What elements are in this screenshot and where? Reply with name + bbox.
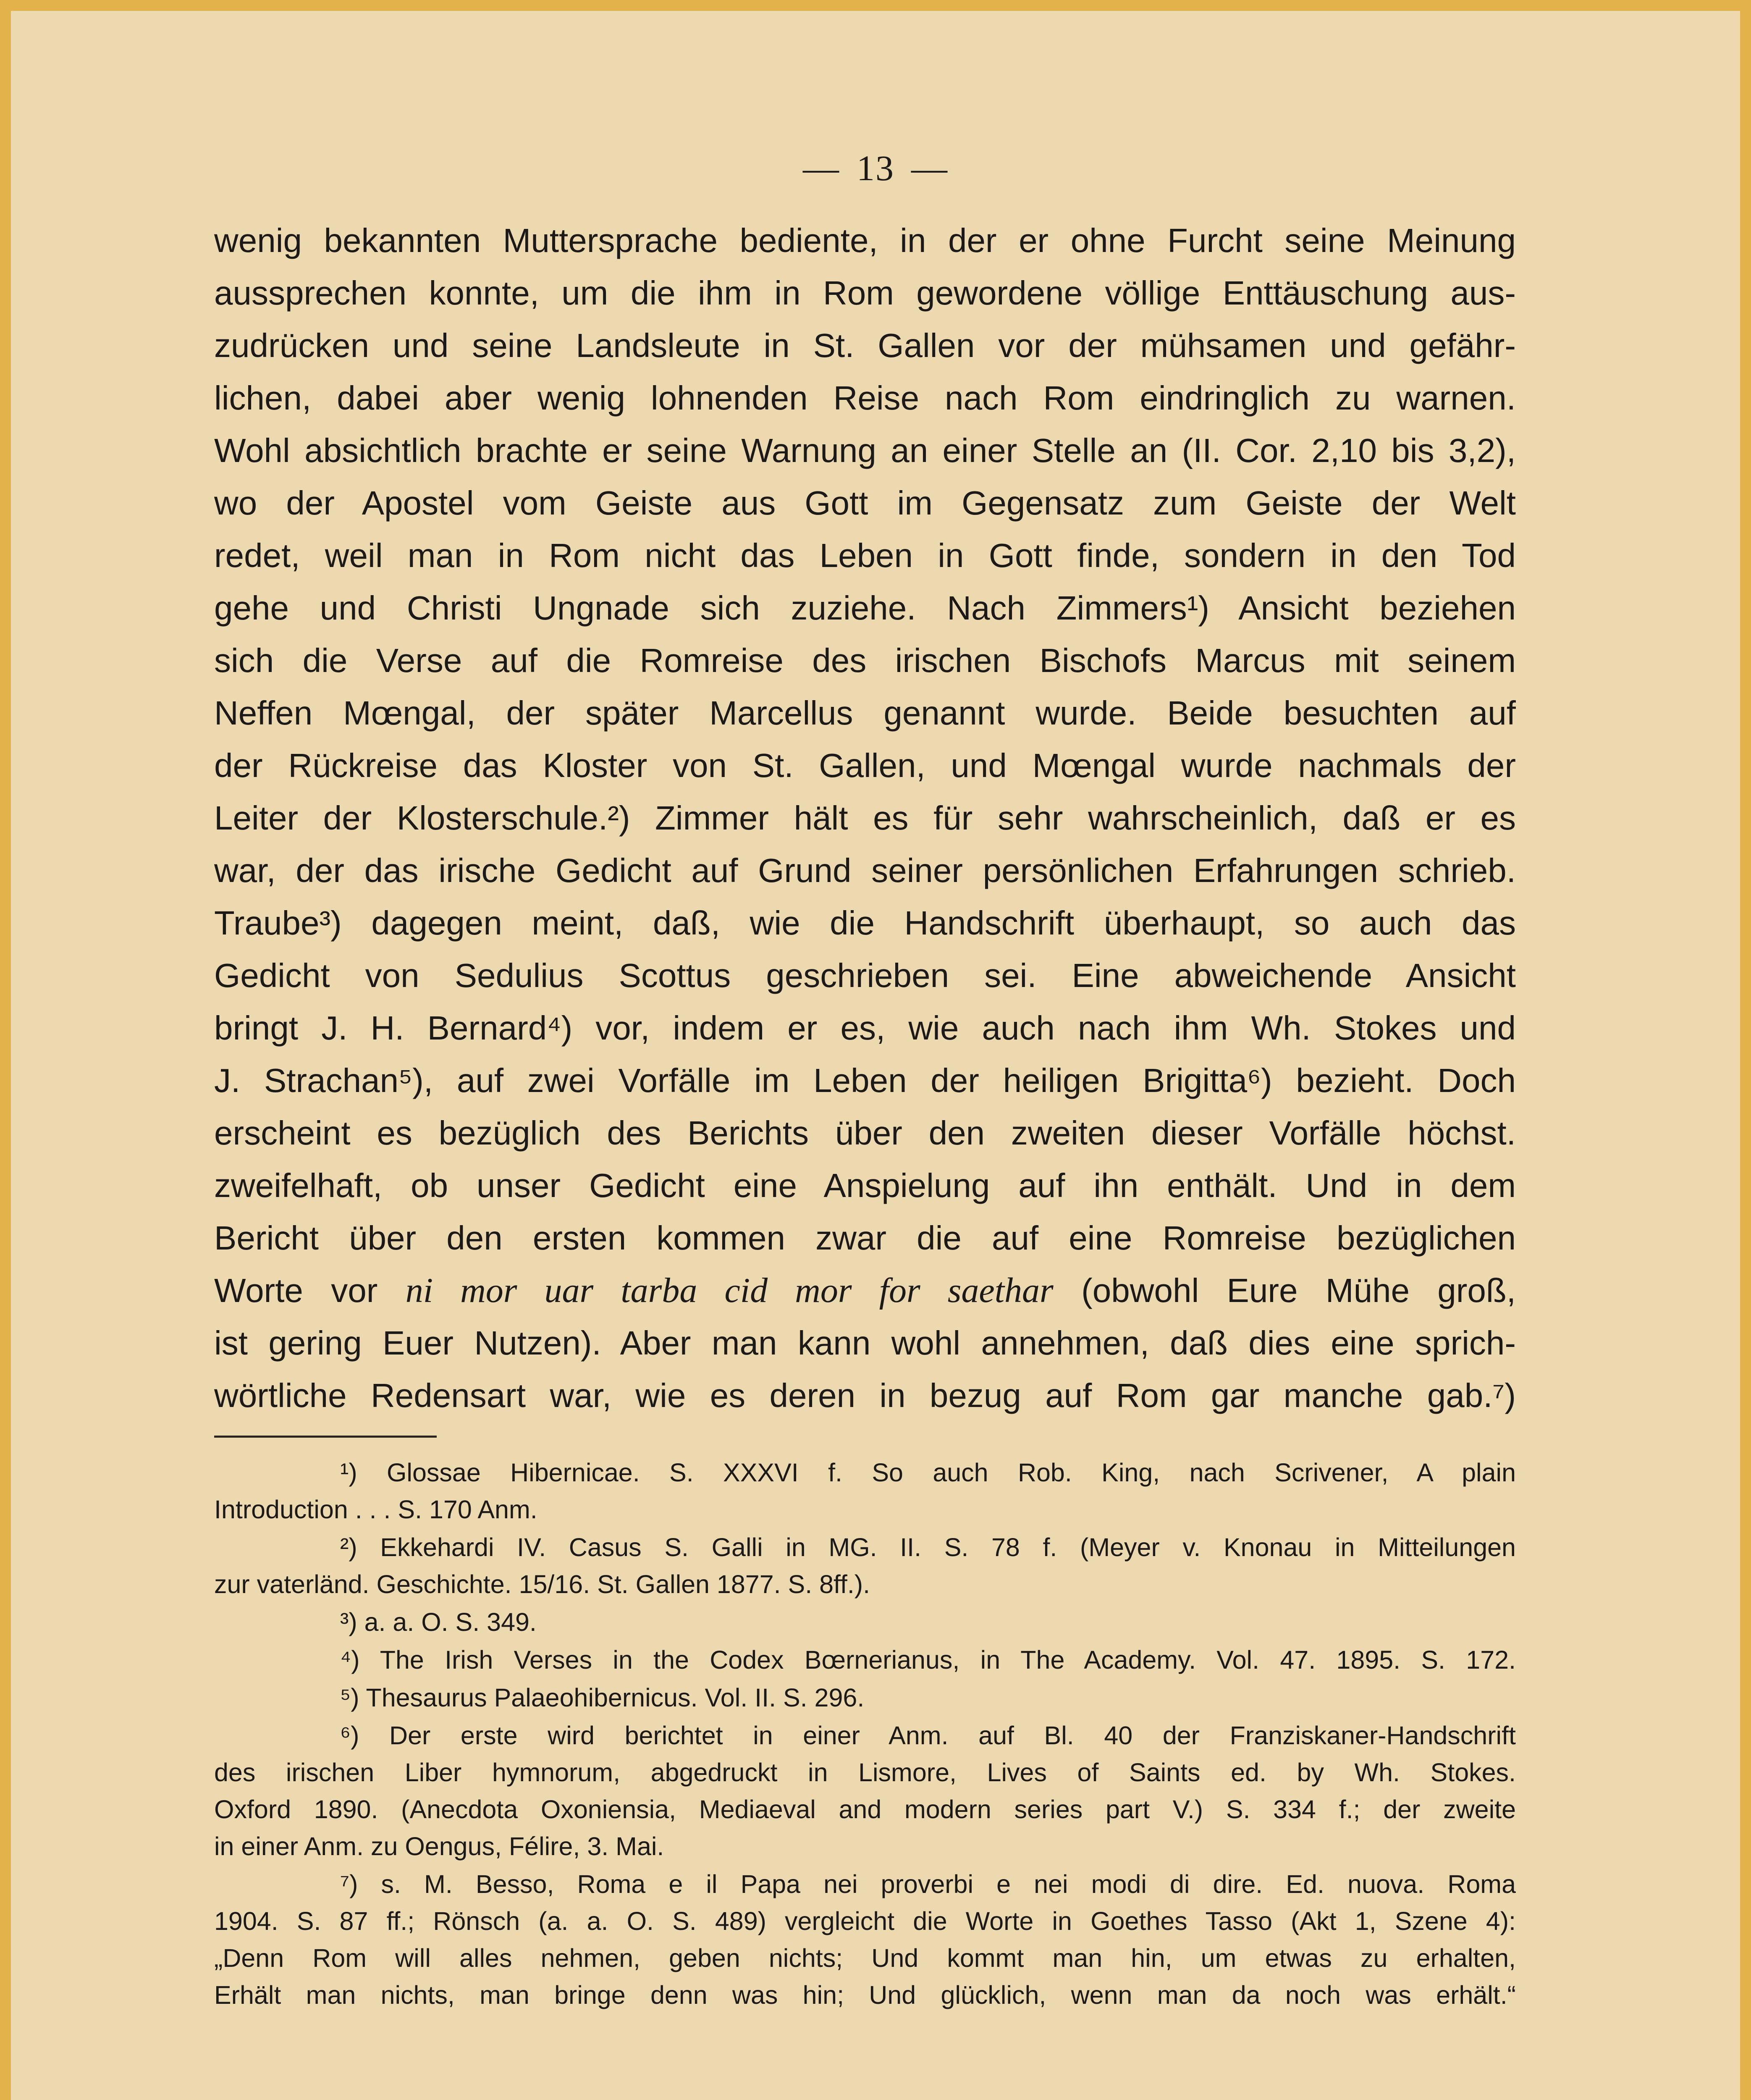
page-number xyxy=(0,147,1751,189)
text-line: gehe und Christi Ungnade sich zuziehe. Nach Zimmers¹) Ansicht beziehen xyxy=(214,589,1516,627)
text-line: ist gering Euer Nutzen). Aber man kann wohl annehmen, daß dies eine sprich- xyxy=(214,1324,1516,1362)
text-line: Leiter der Klosterschule.²) Zimmer hält es für sehr wahrscheinlich, daß er es xyxy=(214,799,1516,837)
text-line: Gedicht von Sedulius Scottus geschrieben sei. Eine abweichende Ansicht xyxy=(214,957,1516,994)
text-line: wörtliche Redensart war, wie es deren in bezug auf Rom gar manche gab.⁷) xyxy=(214,1377,1516,1414)
page-number-dash-left: — xyxy=(803,148,840,188)
text-line: erscheint es bezüglich des Berichts über den zweiten dieser Vorfälle höchst. xyxy=(214,1114,1516,1152)
page-number-value: 13 xyxy=(857,148,894,188)
text-line: lichen, dabei aber wenig lohnenden Reise nach Rom eindringlich zu warnen. xyxy=(214,379,1516,417)
footnote-6-line: des irischen Liber hymnorum, abgedruckt in Lismore, Lives of Saints ed. by Wh. Stokes. xyxy=(214,1758,1516,1787)
footnote-7-line: 1904. S. 87 ff.; Rönsch (a. a. O. S. 489) vergleicht die Worte in Goethes Tasso (Akt 1, Szene 4): xyxy=(214,1907,1516,1935)
text-line: Bericht über den ersten kommen zwar die auf eine Romreise bezüglichen xyxy=(214,1219,1516,1257)
text-line: der Rückreise das Kloster von St. Gallen, und Mœngal wurde nachmals der xyxy=(214,747,1516,784)
text-line: war, der das irische Gedicht auf Grund seiner persönlichen Erfahrungen schrieb. xyxy=(214,852,1516,889)
footnotes xyxy=(214,1454,1516,2013)
footnote-6-line: ⁶) Der erste wird berichtet in einer Anm. auf Bl. 40 der Franziskaner-Handschrift xyxy=(340,1721,1516,1750)
text-line: Wohl absichtlich brachte er seine Warnung an einer Stelle an (II. Cor. 2,10 bis 3,2), xyxy=(214,432,1516,469)
footnote-7-line: ⁷) s. M. Besso, Roma e il Papa nei proverbi e nei modi di dire. Ed. nuova. Roma xyxy=(340,1870,1516,1898)
footnote-6-line: in einer Anm. zu Oengus, Félire, 3. Mai. xyxy=(214,1832,664,1861)
text-line: Neffen Mœngal, der später Marcellus genannt wurde. Beide besuchten auf xyxy=(214,694,1516,732)
main-text xyxy=(214,214,1516,1422)
text-line: zweifelhaft, ob unser Gedicht eine Anspielung auf ihn enthält. Und in dem xyxy=(214,1167,1516,1204)
footnote-7-line: Erhält man nichts, man bringe denn was hin; Und glücklich, wenn man da noch was erhält.“ xyxy=(214,1981,1516,2009)
footnote-2-line: ²) Ekkehardi IV. Casus S. Galli in MG. II. S. 78 f. (Meyer v. Knonau in Mitteilungen xyxy=(340,1533,1516,1562)
footnote-5: ⁵) Thesaurus Palaeohibernicus. Vol. II. S. 296. xyxy=(340,1683,865,1712)
text-line: J. Strachan⁵), auf zwei Vorfälle im Leben der heiligen Brigitta⁶) bezieht. Doch xyxy=(214,1062,1516,1099)
footnote-1-line: Introduction . . . S. 170 Anm. xyxy=(214,1495,537,1524)
text-segment: (obwohl Eure Mühe groß, xyxy=(1053,1272,1516,1309)
text-line: sich die Verse auf die Romreise des irischen Bischofs Marcus mit seinem xyxy=(214,642,1516,679)
text-line-with-italic xyxy=(214,1264,1516,1317)
text-line: aussprechen konnte, um die ihm in Rom gewordene völlige Enttäuschung aus- xyxy=(214,274,1516,312)
footnote-3: ³) a. a. O. S. 349. xyxy=(340,1608,537,1636)
footnote-2-line: zur vaterländ. Geschichte. 15/16. St. Gallen 1877. S. 8ff.). xyxy=(214,1570,870,1599)
page-number-dash-right: — xyxy=(911,148,948,188)
text-segment: Worte vor xyxy=(214,1272,406,1309)
text-line: Traube³) dagegen meint, daß, wie die Handschrift überhaupt, so auch das xyxy=(214,904,1516,942)
footnote-separator-rule xyxy=(214,1436,437,1438)
text-line: wo der Apostel vom Geiste aus Gott im Gegensatz zum Geiste der Welt xyxy=(214,484,1516,522)
irish-quote-italic: ni mor uar tarba cid mor for saethar xyxy=(405,1271,1054,1310)
text-line: zudrücken und seine Landsleute in St. Gallen vor der mühsamen und gefähr- xyxy=(214,327,1516,364)
text-line: wenig bekannten Muttersprache bediente, in der er ohne Furcht seine Meinung xyxy=(214,222,1516,259)
footnote-6-line: Oxford 1890. (Anecdota Oxoniensia, Mediaeval and modern series part V.) S. 334 f.; der zweite xyxy=(214,1795,1516,1824)
text-line: bringt J. H. Bernard⁴) vor, indem er es, wie auch nach ihm Wh. Stokes und xyxy=(214,1009,1516,1047)
text-line: redet, weil man in Rom nicht das Leben in Gott finde, sondern in den Tod xyxy=(214,537,1516,574)
footnote-1-line: ¹) Glossae Hibernicae. S. XXXVI f. So auch Rob. King, nach Scrivener, A plain xyxy=(340,1458,1516,1487)
footnote-7-line: „Denn Rom will alles nehmen, geben nichts; Und kommt man hin, um etwas zu erhalten, xyxy=(214,1944,1516,1972)
footnote-4: ⁴) The Irish Verses in the Codex Bœrnerianus, in The Academy. Vol. 47. 1895. S. 172. xyxy=(340,1646,1516,1674)
